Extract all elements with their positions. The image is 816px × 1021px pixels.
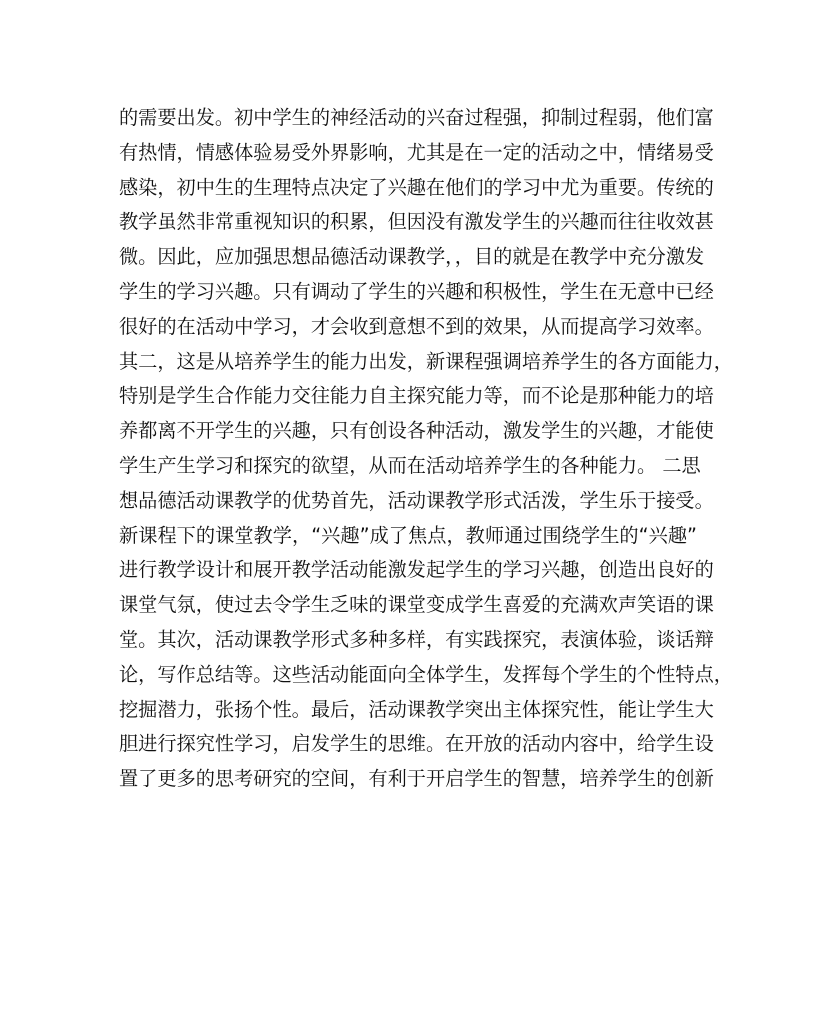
text-line: 想品德活动课教学的优势首先，活动课教学形式活泼，学生乐于接受。 — [119, 488, 714, 512]
text-line: 置了更多的思考研究的空间，有利于开启学生的智慧，培养学生的创新 — [119, 767, 714, 791]
text-line: 课堂气氛，使过去令学生乏味的课堂变成学生喜爱的充满欢声笑语的课 — [119, 593, 714, 617]
text-line: 进行教学设计和展开教学活动能激发起学生的学习兴趣，创造出良好的 — [119, 558, 714, 582]
text-line: 有热情，情感体验易受外界影响，尤其是在一定的活动之中，情绪易受 — [119, 140, 714, 164]
text-line: 其二，这是从培养学生的能力出发，新课程强调培养学生的各方面能力， — [119, 349, 733, 373]
text-line: 微。因此，应加强思想品德活动课教学，，目的就是在教学中充分激发 — [119, 245, 705, 269]
text-line: 新课程下的课堂教学，“兴趣”成了焦点，教师通过围绕学生的“兴趣” — [119, 523, 697, 547]
text-line: 胆进行探究性学习，启发学生的思维。在开放的活动内容中，给学生设 — [119, 732, 714, 756]
text-line: 挖掘潜力，张扬个性。最后，活动课教学突出主体探究性，能让学生大 — [119, 697, 714, 721]
text-line: 感染，初中生的生理特点决定了兴趣在他们的学习中尤为重要。传统的 — [119, 175, 714, 199]
text-line: 很好的在活动中学习，才会收到意想不到的效果，从而提高学习效率。 — [119, 314, 714, 338]
text-line: 的需要出发。初中学生的神经活动的兴奋过程强，抑制过程弱，他们富 — [119, 106, 714, 129]
text-line: 论，写作总结等。这些活动能面向全体学生，发挥每个学生的个性特点， — [119, 662, 733, 686]
text-line: 学生产生学习和探究的欲望，从而在活动培养学生的各种能力。 二思 — [119, 453, 701, 477]
text-line: 特别是学生合作能力交往能力自主探究能力等，而不论是那种能力的培 — [119, 384, 714, 408]
text-line: 堂。其次，活动课教学形式多种多样，有实践探究，表演体验，谈话辩 — [119, 627, 714, 651]
body-text — [119, 101, 733, 797]
text-line: 教学虽然非常重视知识的积累，但因没有激发学生的兴趣而往往收效甚 — [119, 210, 714, 234]
text-line: 学生的学习兴趣。只有调动了学生的兴趣和积极性，学生在无意中已经 — [119, 279, 714, 303]
text-line: 养都离不开学生的兴趣，只有创设各种活动，激发学生的兴趣，才能使 — [119, 419, 714, 443]
